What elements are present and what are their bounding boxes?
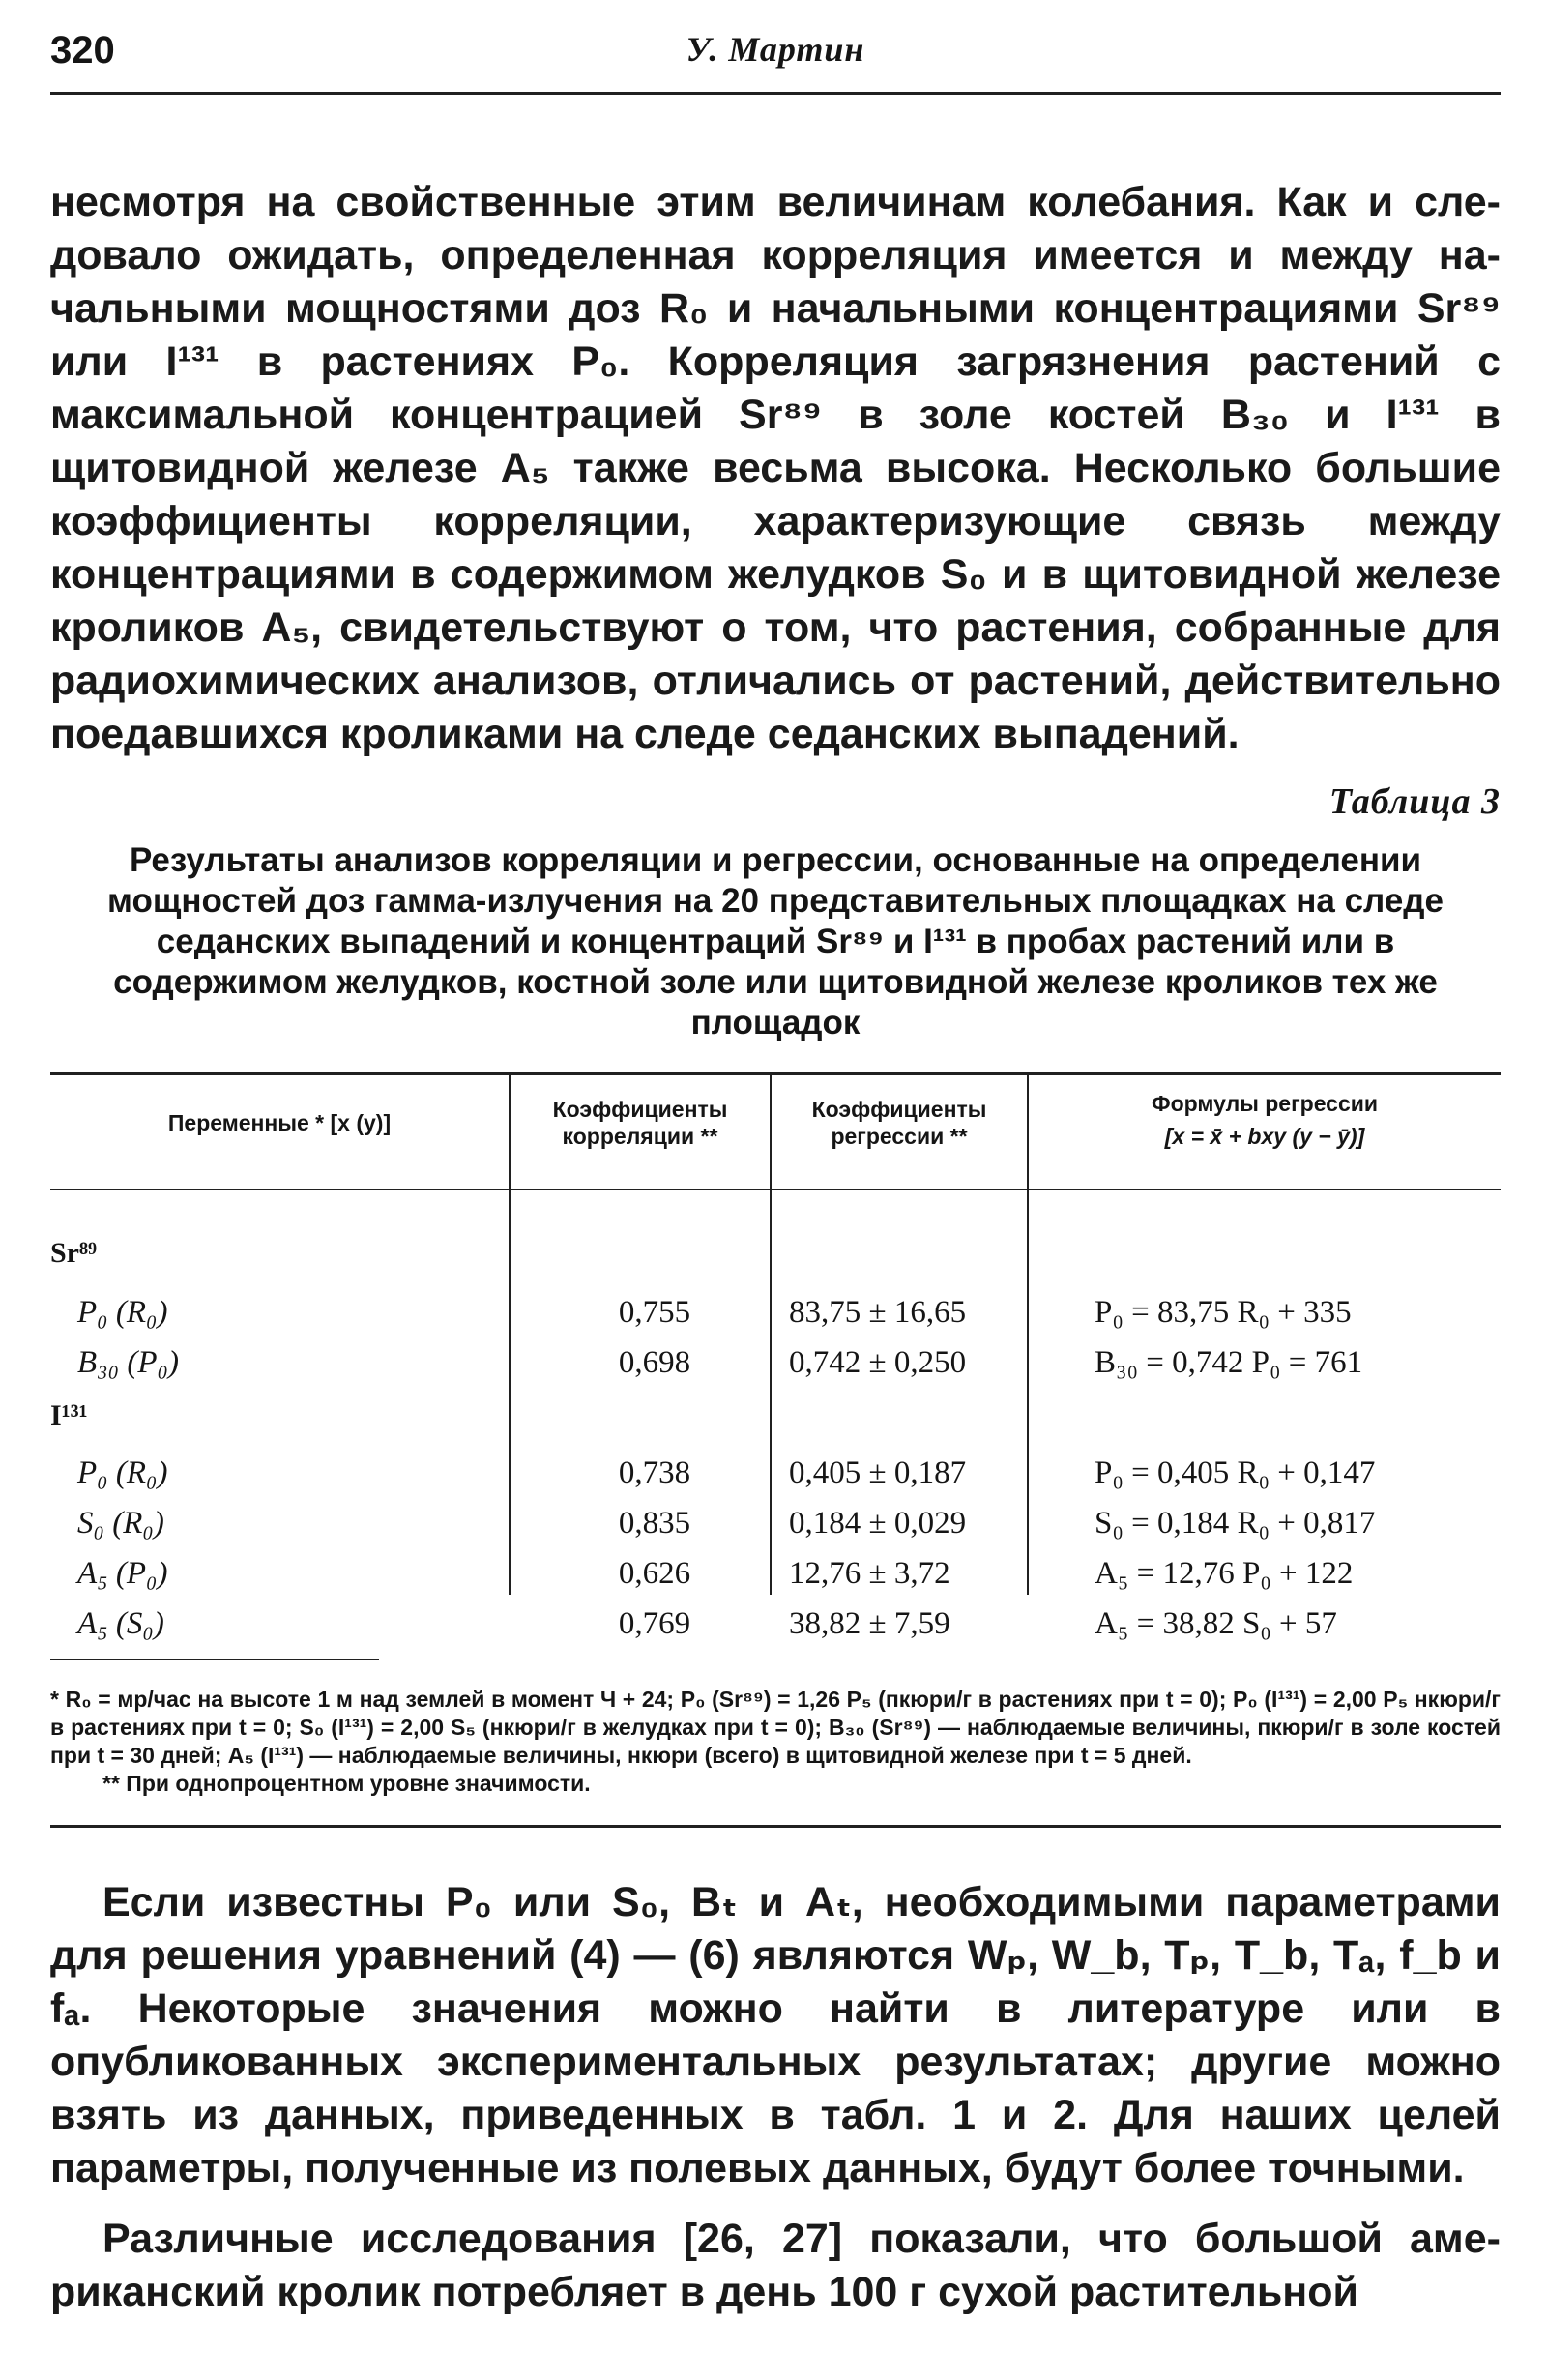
group-label-i131: I¹³¹ (50, 1399, 88, 1431)
row-regression: 0,742 ± 0,250 (789, 1345, 967, 1380)
table-top-rule (50, 1072, 1501, 1075)
row-correlation: 0,755 (618, 1295, 691, 1330)
regression-table (50, 1072, 1501, 1653)
footnote-rule (50, 1659, 379, 1660)
row-correlation: 0,698 (618, 1345, 691, 1380)
header-regression: Коэффициенты регрессии ** (811, 1097, 987, 1149)
paragraph-3: Различные исследования [26, 27] показали, что большой американский кролик потребляет в день 100 г сухой растительной (50, 2216, 1501, 2315)
row-regression: 12,76 ± 3,72 (789, 1556, 950, 1591)
header-rule (50, 92, 1501, 95)
page (50, 21, 1501, 2362)
row-variable: S₀ (R₀) (77, 1506, 164, 1541)
row-regression: 38,82 ± 7,59 (789, 1606, 950, 1641)
header-bottom-rule (50, 1189, 1501, 1190)
paragraph-2: Если известны P₀ или S₀, Bₜ и Aₜ, необходимыми параметрами для решения уравнений (4) — (6) являются Wₚ, W_b, Tₚ, T_b, Tₐ, f_b и fₐ. Некоторые значения можно найти в литературе или в опубликованных экспериментальных результатах; другие можно взять из данных, приведенных в табл. 1 и 2. Для наших целей параметры, полученные из полевых данных, будут более точными. (50, 1879, 1501, 2191)
row-variable: P₀ (R₀) (77, 1455, 168, 1490)
row-correlation: 0,738 (618, 1455, 691, 1490)
paragraph-1: несмотря на свойственные этим величинам колебания. Как и следовало ожидать, определенная корреляция имеется и между начальными мощностями доз R₀ и начальными концентрациями Sr⁸⁹ или I¹³¹ в растениях P₀. Корреляция загрязнения растений с максимальной концентрацией Sr⁸⁹ в золе костей B₃₀ и I¹³¹ в щитовидной железе A₅ также весьма высока. Несколько большие коэффициенты корреляции, характеризующие связь между концентрациями в содержимом желудков S₀ и в щитовидной железе кроликов A₅, свидетельствуют о том, что растения, собранные для радиохимических анализов, отличались от растений, действительно поедавшихся кроликами на следе седанских выпадений. (50, 179, 1501, 757)
table-bottom-rule (50, 1825, 1501, 1828)
row-formula: P₀ = 0,405 R₀ + 0,147 (1095, 1455, 1376, 1490)
row-formula: B₃₀ = 0,742 P₀ = 761 (1095, 1345, 1363, 1380)
row-variable: A₅ (S₀) (77, 1606, 164, 1641)
row-variable: P₀ (R₀) (77, 1295, 168, 1330)
row-formula: S₀ = 0,184 R₀ + 0,817 (1095, 1506, 1376, 1541)
page-number: 320 (50, 29, 115, 72)
row-formula: A₅ = 12,76 P₀ + 122 (1095, 1556, 1354, 1591)
header-correlation: Коэффициенты корреляции ** (552, 1097, 728, 1149)
row-variable: A₅ (P₀) (77, 1556, 168, 1591)
row-formula: A₅ = 38,82 S₀ + 57 (1095, 1606, 1337, 1641)
footnote-2: ** При однопроцентном уровне значимости. (102, 1771, 591, 1796)
row-regression: 0,184 ± 0,029 (789, 1506, 967, 1541)
header-variables: Переменные * [x (y)] (167, 1110, 392, 1135)
table-caption: Результаты анализов корреляции и регрессии, основанные на определении мощностей доз гамма-излучения на 20 представительных площадках на следе седанских выпадений и концентраций Sr⁸⁹ и I¹³¹ в пробах растений или в содержимом желудков, костной золе или щитовидной железе кроликов тех же площадок (107, 841, 1444, 1042)
footnotes (50, 1686, 1501, 1798)
row-regression: 0,405 ± 0,187 (789, 1455, 967, 1490)
row-variable: B₃₀ (P₀) (77, 1345, 179, 1380)
row-regression: 83,75 ± 16,65 (789, 1295, 967, 1330)
footnote-1: * R₀ = мр/час на высоте 1 м над землей в момент Ч + 24; P₀ (Sr⁸⁹) = 1,26 P₅ (пкюри/г в растениях при t = 0); P₀ (I¹³¹) = 2,00 P₅ нкюри/г в растениях при t = 0; S₀ (I¹³¹) = 2,00 S₅ (нкюри/г в желудках при t = 0); B₃₀ (Sr⁸⁹) — наблюдаемые величины, пкюри/г в золе костей при t = 30 дней; A₅ (I¹³¹) — наблюдаемые величины, нкюри (всего) в щитовидной железе при t = 5 дней. (50, 1687, 1501, 1768)
row-correlation: 0,835 (618, 1506, 691, 1541)
row-formula: P₀ = 83,75 R₀ + 335 (1095, 1295, 1352, 1330)
header-formula-expr: [x = x̄ + bxy (y − ȳ)] (1164, 1124, 1365, 1149)
group-label-sr89: Sr⁸⁹ (50, 1237, 97, 1269)
running-title: У. Мартин (686, 30, 865, 69)
row-correlation: 0,769 (618, 1606, 691, 1641)
header-formula-title: Формулы регрессии (1151, 1091, 1379, 1116)
row-correlation: 0,626 (618, 1556, 691, 1591)
table-label: Таблица 3 (1328, 781, 1501, 822)
running-head (50, 21, 1501, 97)
column-divider (509, 1072, 511, 1595)
